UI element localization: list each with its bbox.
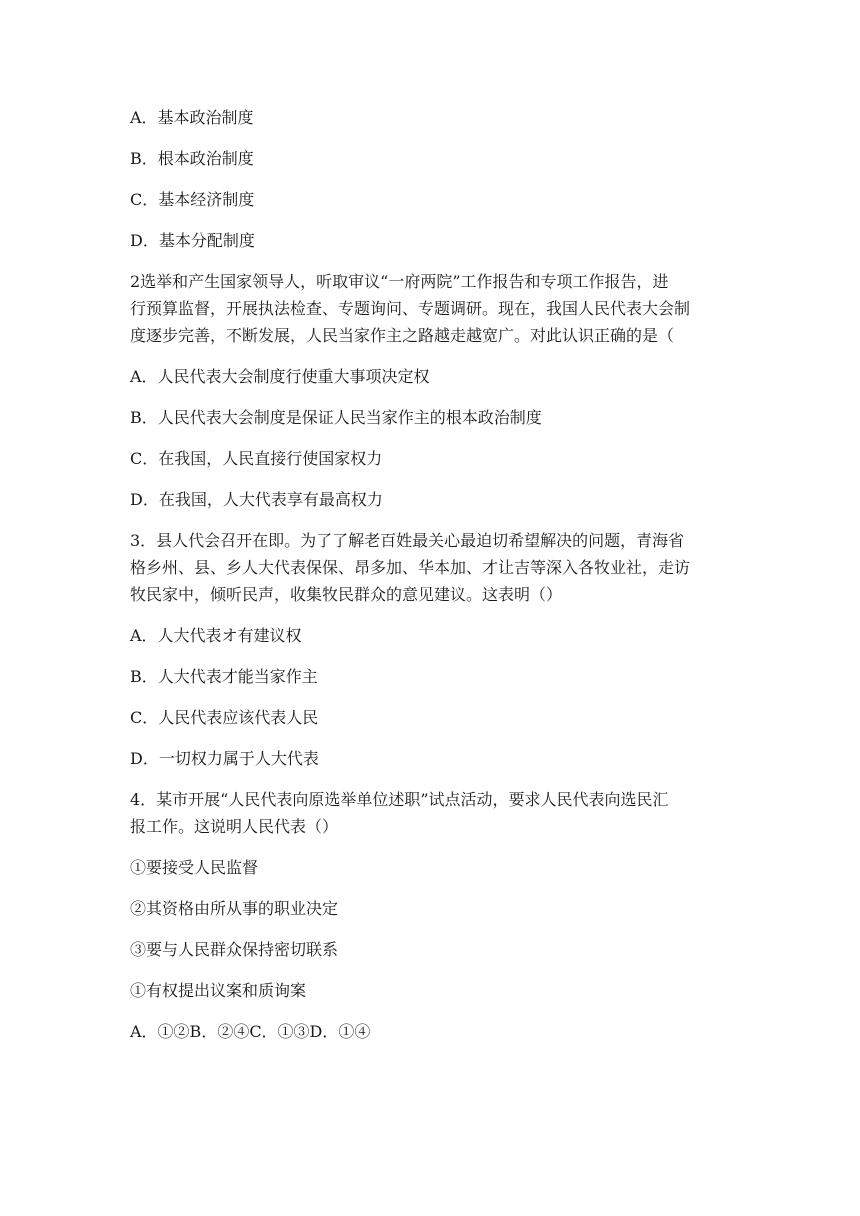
document-content [130, 104, 742, 1059]
q2-stem [130, 268, 742, 349]
q4-stem-line: 报工作。这说明人民代表（） [130, 817, 339, 836]
q4-statement-2: ②其资格由所从事的职业决定 [130, 899, 339, 918]
q2-stem-line: 度逐步完善，不断发展，人民当家作主之路越走越宽广。对此认识正确的是（ [130, 326, 675, 345]
q1-option-d: D．基本分配制度 [130, 231, 255, 250]
q3-stem [130, 527, 742, 608]
q3-option-a: A．人大代表オ有建议权 [130, 626, 302, 645]
q2-stem-line: 2选举和产生国家领导人，听取审议“一府两院”工作报告和专项工作报告，进 [130, 272, 669, 291]
q3-option-c: C．人民代表应该代表人民 [130, 708, 319, 727]
q2-option-d: D．在我国，人大代表享有最高权力 [130, 490, 383, 509]
q4-statement-3: ③要与人民群众保持密切联系 [130, 940, 339, 959]
q4-answer-choices: A．①②B．②④C．①③D．①④ [130, 1022, 371, 1041]
q1-option-c: C．基本经济制度 [130, 190, 255, 209]
q2-option-b: B．人民代表大会制度是保证人民当家作主的根本政治制度 [130, 408, 542, 427]
q3-stem-line: 牧民家中，倾听民声，收集牧民群众的意见建议。这表明（） [130, 585, 563, 604]
q2-stem-line: 行预算监督，开展执法检查、专题询问、专题调研。现在，我国人民代表大会制 [130, 299, 691, 318]
q4-stem [130, 786, 742, 840]
q4-statement-1: ①要接受人民监督 [130, 858, 259, 877]
q1-option-a: A．基本政治制度 [130, 108, 254, 127]
q2-option-c: C．在我国，人民直接行使国家权力 [130, 449, 383, 468]
q1-option-b: B．根本政治制度 [130, 149, 254, 168]
q3-stem-line: 3．县人代会召开在即。为了了解老百姓最关心最迫切希望解决的问题，青海省 [130, 531, 685, 550]
q2-option-a: A．人民代表大会制度行使重大事项决定权 [130, 367, 430, 386]
q3-stem-line: 格乡州、县、乡人大代表保保、昂多加、华本加、才让吉等深入各牧业社，走访 [130, 558, 691, 577]
q3-option-d: D．一切权力属于人大代表 [130, 749, 319, 768]
q3-option-b: B．人大代表才能当家作主 [130, 667, 318, 686]
q4-statement-4: ①有权提出议案和质询案 [130, 981, 307, 1000]
q4-stem-line: 4．某市开展“人民代表向原选举单位述职”试点活动，要求人民代表向选民汇 [130, 790, 669, 809]
